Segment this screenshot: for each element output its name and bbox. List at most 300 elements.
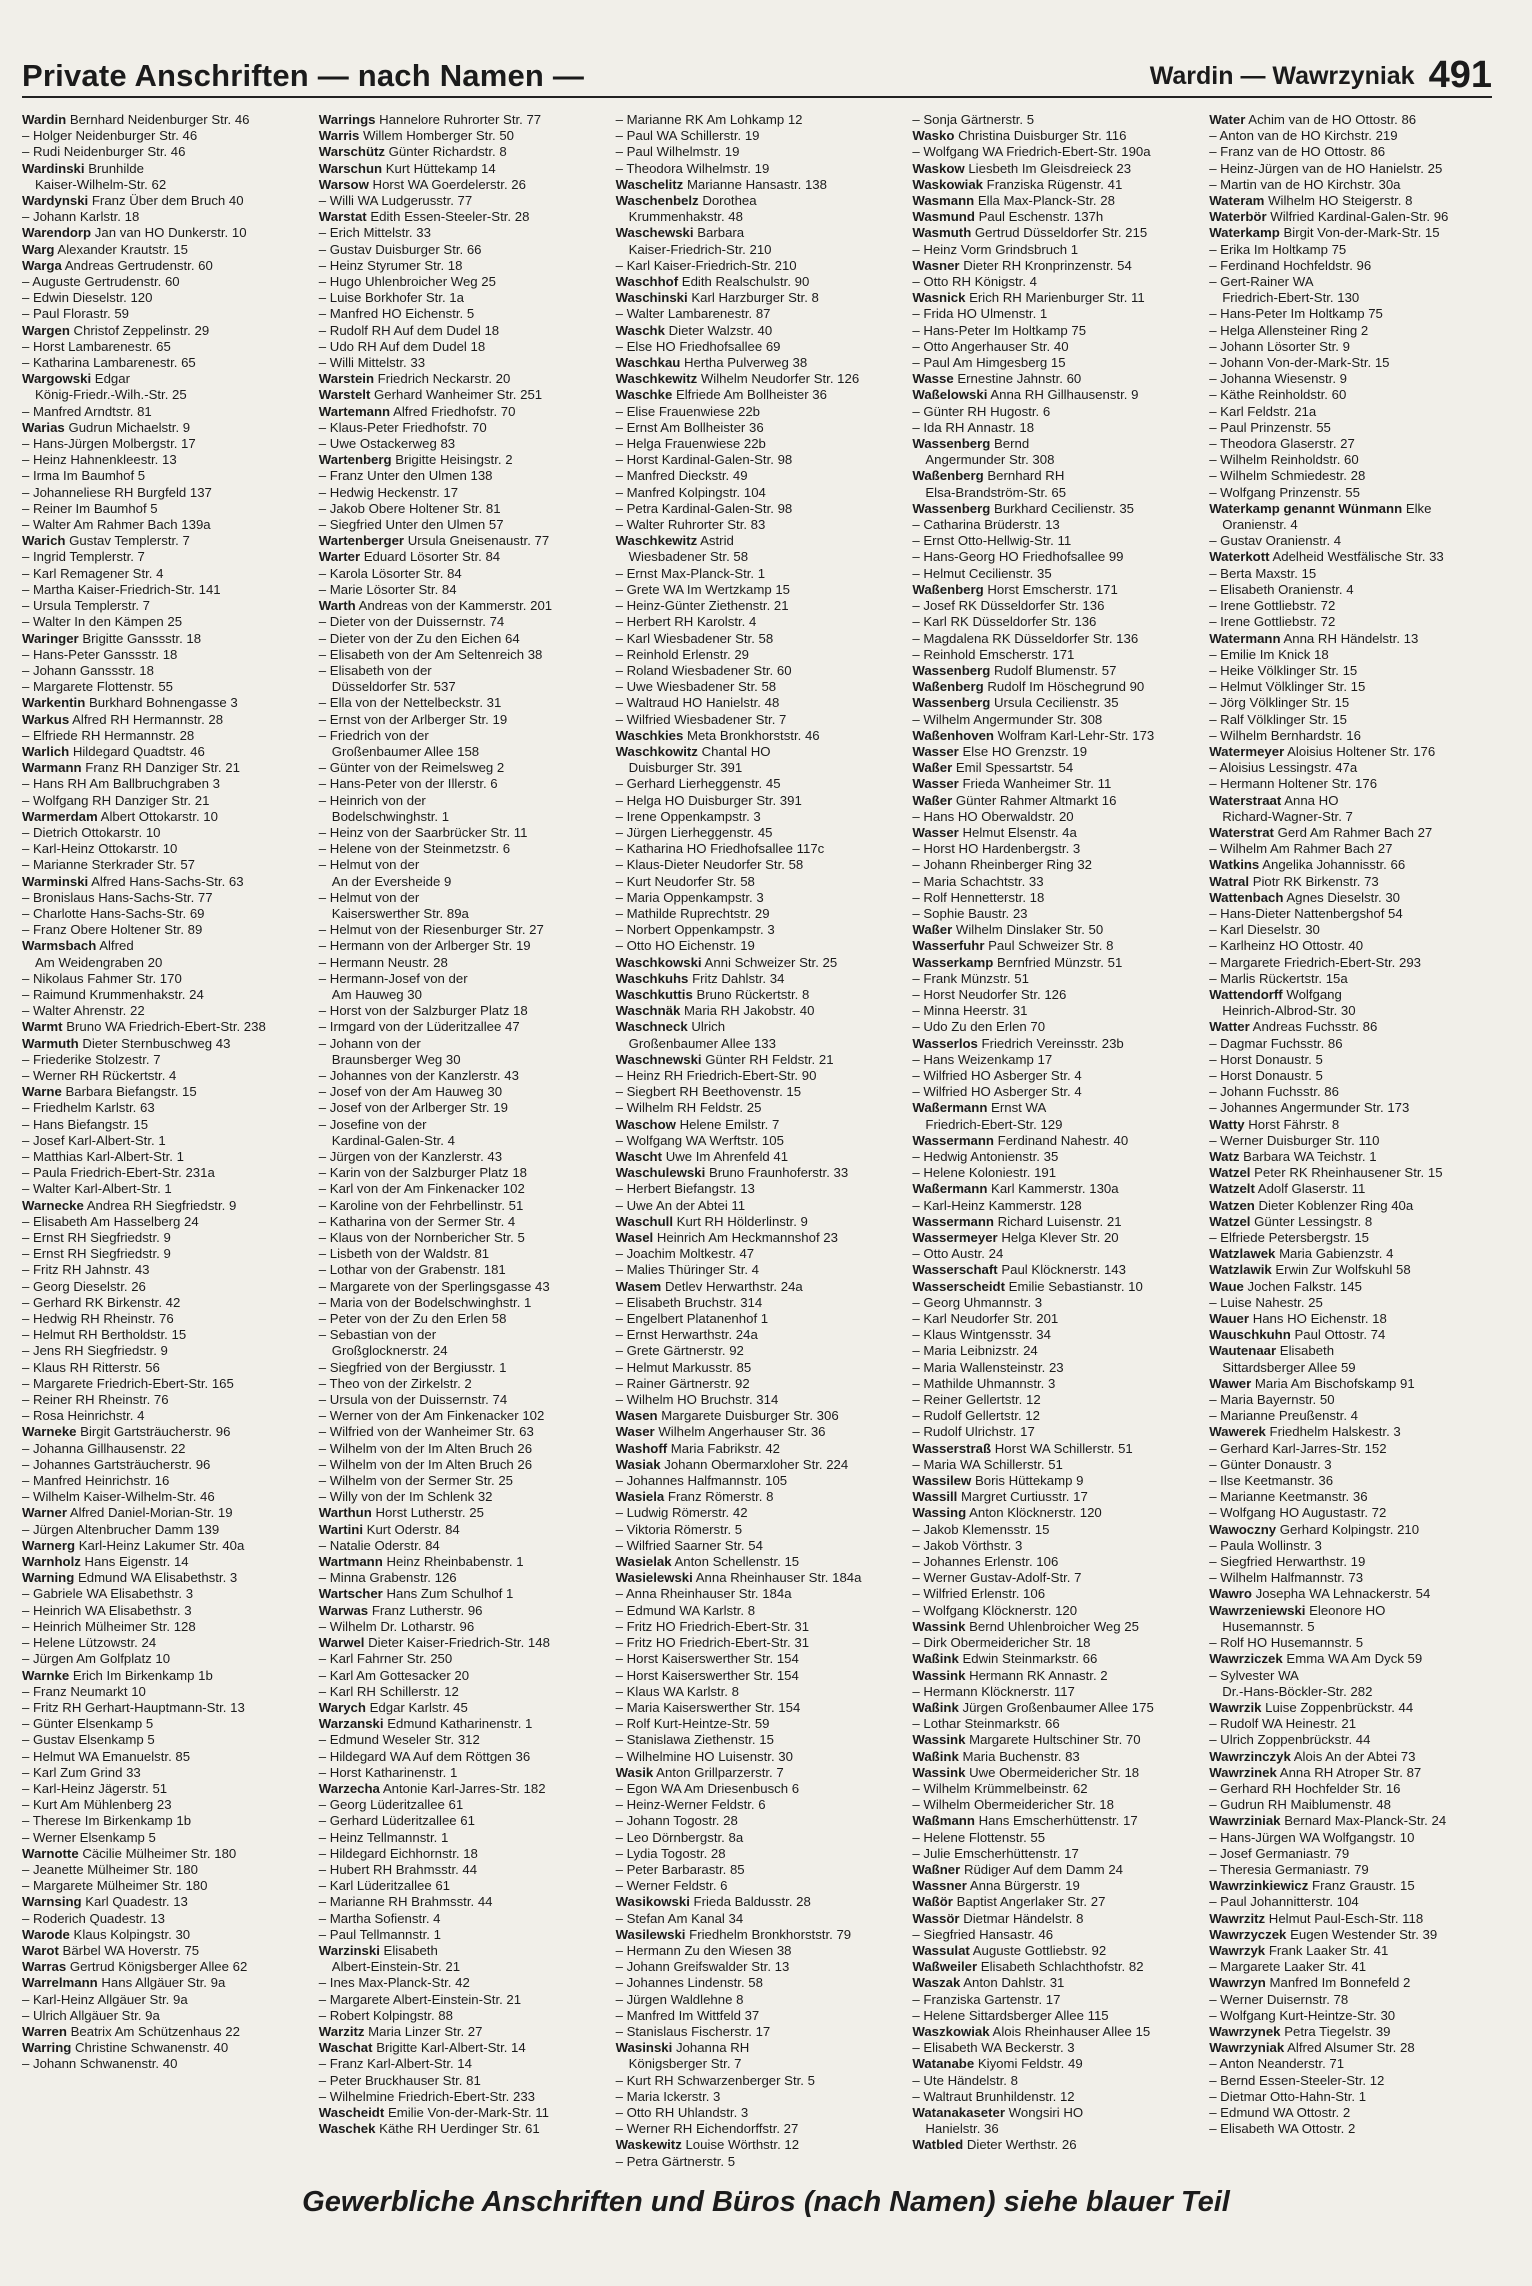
directory-entry — [22, 290, 305, 306]
entry-surname: Wassenberg — [912, 662, 991, 678]
entry-details: – Klaus WA Karlstr. 8 — [615, 1683, 739, 1699]
directory-entry — [616, 695, 899, 711]
entry-details: Ferdinand Nahestr. 40 — [997, 1132, 1129, 1148]
entry-surname: Warg — [22, 241, 55, 257]
directory-entry — [319, 1846, 602, 1862]
entry-details: – Paul Tellmannstr. 1 — [318, 1926, 441, 1942]
directory-entry — [319, 1619, 602, 1635]
entry-surname: Warschun — [318, 160, 383, 176]
directory-entry — [319, 1052, 602, 1068]
directory-entry — [22, 1262, 305, 1278]
directory-entry — [319, 242, 602, 258]
directory-entry — [22, 1862, 305, 1878]
entry-surname: Warstein — [318, 371, 374, 387]
directory-entry — [616, 1198, 899, 1214]
directory-entry — [1209, 1019, 1492, 1035]
directory-entry — [22, 1635, 305, 1651]
directory-entry — [319, 1992, 602, 2008]
entry-details: – Karl Dieselstr. 30 — [1209, 922, 1320, 938]
entry-details: – Johanna Gillhausenstr. 22 — [22, 1440, 186, 1456]
directory-entry — [1209, 420, 1492, 436]
entry-details: – Edmund WA Ottostr. 2 — [1209, 2104, 1351, 2120]
entry-details: – Peter von der Zu den Erlen 58 — [318, 1311, 507, 1327]
directory-entry — [912, 1635, 1195, 1651]
entry-details: Kurt Oderstr. 84 — [366, 1521, 460, 1537]
directory-entry — [912, 1052, 1195, 1068]
directory-entry — [319, 793, 602, 809]
entry-surname: Waschkowitz — [615, 743, 698, 759]
directory-entry — [616, 1732, 899, 1748]
entry-details: Jan van HO Dunkerstr. 10 — [94, 225, 247, 241]
entry-details: Kardinal-Galen-Str. 4 — [331, 1132, 455, 1148]
directory-entry — [22, 420, 305, 436]
entry-details: Braunsberger Weg 30 — [331, 1051, 461, 1067]
entry-details: – Horst Kaiserswerther Str. 154 — [615, 1667, 799, 1683]
entry-details: – Siegfried Herwarthstr. 19 — [1209, 1554, 1366, 1570]
directory-entry — [319, 1133, 602, 1149]
entry-details: – Helga Frauenwiese 22b — [615, 436, 766, 452]
entry-details: Adelheid Westfälische Str. 33 — [1272, 549, 1444, 565]
directory-entry — [1209, 144, 1492, 160]
entry-details: – Irene Oppenkampstr. 3 — [615, 808, 761, 824]
entry-details: – Käthe Reinholdstr. 60 — [1209, 387, 1347, 403]
entry-details: – Jürgen Lierheggenstr. 45 — [615, 824, 773, 840]
entry-details: – Gustav Elsenkamp 5 — [22, 1732, 155, 1748]
entry-details: Kaiser-Friedrich-Str. 210 — [628, 241, 772, 257]
directory-entry — [1209, 274, 1492, 290]
entry-surname: Waschkewitz — [615, 533, 698, 549]
directory-entry — [1209, 1975, 1492, 1991]
directory-entry — [22, 695, 305, 711]
directory-entry — [319, 1522, 602, 1538]
directory-entry — [912, 1327, 1195, 1343]
entry-details: – Wilhelm von der Im Alten Bruch 26 — [318, 1440, 533, 1456]
directory-entry — [22, 274, 305, 290]
directory-entry — [1209, 549, 1492, 565]
entry-surname: Watzelt — [1209, 1181, 1255, 1197]
directory-entry — [1209, 339, 1492, 355]
entry-details: Johann Obermarxloher Str. 224 — [664, 1456, 849, 1472]
directory-entry — [912, 679, 1195, 695]
directory-entry — [912, 857, 1195, 873]
directory-entry — [319, 2024, 602, 2040]
directory-entry — [22, 1230, 305, 1246]
entry-details: – Martha Kaiser-Friedrich-Str. 141 — [22, 581, 221, 597]
entry-details: Barbara — [697, 225, 745, 241]
entry-surname: Wawerek — [1209, 1424, 1266, 1440]
directory-entry — [22, 128, 305, 144]
entry-details: Günter Rahmer Altmarkt 16 — [955, 792, 1117, 808]
directory-column-5 — [1209, 112, 1492, 2170]
entry-surname: Waschhof — [615, 274, 679, 290]
directory-entry — [319, 290, 602, 306]
entry-surname: Wasko — [912, 128, 955, 144]
entry-surname: Waterbör — [1209, 209, 1267, 225]
entry-details: – Gerhard RH Hochfelder Str. 16 — [1209, 1780, 1401, 1796]
entry-surname: Wawoczny — [1209, 1521, 1277, 1537]
entry-details: – Wolfgang HO Augustastr. 72 — [1209, 1505, 1387, 1521]
directory-entry — [319, 1570, 602, 1586]
entry-details: – Horst Katharinenstr. 1 — [318, 1764, 458, 1780]
entry-details: – Jörg Völklinger Str. 15 — [1209, 695, 1350, 711]
entry-details: Heinrich Am Heckmannshof 23 — [656, 1230, 838, 1246]
directory-entry — [912, 582, 1195, 598]
directory-entry — [912, 128, 1195, 144]
entry-details: – Heinrich WA Elisabethstr. 3 — [22, 1602, 192, 1618]
entry-details: – Gerhard Karl-Jarres-Str. 152 — [1209, 1440, 1387, 1456]
directory-entry — [22, 144, 305, 160]
entry-details: – Margarete Friedrich-Ebert-Str. 293 — [1209, 954, 1422, 970]
directory-entry — [22, 938, 305, 954]
directory-entry — [1209, 1295, 1492, 1311]
entry-surname: Wasilewski — [615, 1926, 686, 1942]
directory-entry — [912, 225, 1195, 241]
directory-entry — [22, 1619, 305, 1635]
directory-entry — [616, 1830, 899, 1846]
entry-details: – Günter RH Hugostr. 6 — [912, 403, 1051, 419]
directory-entry — [1209, 404, 1492, 420]
entry-details: Bernfried Münzstr. 51 — [996, 954, 1123, 970]
directory-entry — [319, 128, 602, 144]
entry-details: Bernard Max-Planck-Str. 24 — [1284, 1813, 1447, 1829]
directory-entry — [319, 387, 602, 403]
directory-entry — [912, 258, 1195, 274]
entry-details: – Willi WA Ludgerusstr. 77 — [318, 193, 473, 209]
directory-entry — [912, 1392, 1195, 1408]
directory-entry — [1209, 1327, 1492, 1343]
directory-entry — [1209, 744, 1492, 760]
entry-details: – Helmut WA Emanuelstr. 85 — [22, 1748, 191, 1764]
entry-details: – Marianne Preußenstr. 4 — [1209, 1408, 1358, 1424]
directory-entry — [1209, 1052, 1492, 1068]
entry-details: Edmund Katharinenstr. 1 — [387, 1716, 533, 1732]
entry-details: – Horst von der Salzburger Platz 18 — [318, 1003, 528, 1019]
entry-details: Alfred — [99, 938, 134, 954]
entry-details: – Heinz-Werner Feldstr. 6 — [615, 1797, 766, 1813]
entry-details: Dieter Kaiser-Friedrich-Str. 148 — [368, 1635, 550, 1651]
entry-details: Aloisius Holtener Str. 176 — [1287, 743, 1436, 759]
entry-details: – Edmund Weseler Str. 312 — [318, 1732, 480, 1748]
entry-details: – Fritz HO Friedrich-Ebert-Str. 31 — [615, 1635, 810, 1651]
directory-entry — [616, 1781, 899, 1797]
entry-details: Helga Klever Str. 20 — [1001, 1230, 1119, 1246]
directory-entry — [22, 1603, 305, 1619]
directory-entry — [616, 549, 899, 565]
entry-details: – Wilhelm Krümmelbeinstr. 62 — [912, 1780, 1088, 1796]
directory-entry — [616, 193, 899, 209]
entry-details: Elfriede Am Bollheister 36 — [675, 387, 827, 403]
directory-entry — [22, 582, 305, 598]
entry-surname: Warren — [22, 2023, 67, 2039]
entry-details: Anna Rheinhauser Str. 184a — [695, 1570, 862, 1586]
entry-details: – Ida RH Annastr. 18 — [912, 419, 1035, 435]
entry-details: Hildegard Quadtstr. 46 — [72, 743, 205, 759]
entry-details: – Aloisius Lessingstr. 47a — [1209, 760, 1358, 776]
entry-surname: Waßenberg — [912, 468, 984, 484]
entry-details: Josepha WA Lehnackerstr. 54 — [1255, 1586, 1431, 1602]
entry-surname: Warwel — [318, 1635, 365, 1651]
directory-entry — [1209, 1586, 1492, 1602]
directory-entry — [1209, 387, 1492, 403]
entry-details: – Fritz RH Gerhart-Hauptmann-Str. 13 — [22, 1699, 245, 1715]
directory-entry — [616, 1894, 899, 1910]
directory-entry — [319, 549, 602, 565]
entry-details: Maria Buchenstr. 83 — [962, 1748, 1080, 1764]
entry-details: – Wolfgang Klöcknerstr. 120 — [912, 1602, 1078, 1618]
directory-entry — [1209, 485, 1492, 501]
directory-entry — [1209, 1668, 1492, 1684]
entry-surname: Wawrzitz — [1209, 1910, 1266, 1926]
directory-entry — [616, 290, 899, 306]
entry-details: König-Friedr.-Wilh.-Str. 25 — [35, 387, 187, 403]
entry-details: Horst WA Goerdelerstr. 26 — [372, 176, 526, 192]
directory-entry — [1209, 501, 1492, 517]
directory-entry — [1209, 809, 1492, 825]
directory-entry — [22, 355, 305, 371]
directory-entry — [912, 290, 1195, 306]
entry-details: Hertha Pulverweg 38 — [684, 355, 808, 371]
directory-entry — [912, 663, 1195, 679]
entry-details: – Werner Duisernstr. 78 — [1209, 1991, 1349, 2007]
entry-details: – Elisabeth von der — [318, 662, 432, 678]
entry-details: – Gudrun RH Maiblumenstr. 48 — [1209, 1797, 1391, 1813]
directory-entry — [912, 1538, 1195, 1554]
entry-details: – Theodora Wilhelmstr. 19 — [615, 160, 770, 176]
entry-details: Elsa-Brandström-Str. 65 — [925, 484, 1067, 500]
entry-details: Anna RH Gillhausenstr. 9 — [990, 387, 1139, 403]
entry-details: Gudrun Michaelstr. 9 — [68, 419, 191, 435]
directory-entry — [1209, 825, 1492, 841]
directory-entry — [22, 1246, 305, 1262]
directory-entry — [1209, 1181, 1492, 1197]
directory-entry — [1209, 112, 1492, 128]
directory-entry — [912, 533, 1195, 549]
entry-details: Eduard Lösorter Str. 84 — [363, 549, 501, 565]
entry-details: – Maria WA Schillerstr. 51 — [912, 1456, 1063, 1472]
entry-details: Hans Eigenstr. 14 — [84, 1554, 189, 1570]
entry-details: – Maria Leibnizstr. 24 — [912, 1343, 1038, 1359]
entry-details: Albert-Einstein-Str. 21 — [331, 1959, 461, 1975]
entry-details: – Wilhelm Kaiser-Wilhelm-Str. 46 — [22, 1489, 215, 1505]
entry-details: – Wilhelmine Friedrich-Ebert-Str. 233 — [318, 2088, 535, 2104]
directory-entry — [22, 1084, 305, 1100]
entry-details: – Josef von der Am Hauweg 30 — [318, 1084, 503, 1100]
entry-details: Friedrich-Ebert-Str. 129 — [925, 1116, 1063, 1132]
directory-entry — [22, 1198, 305, 1214]
directory-entry — [22, 614, 305, 630]
entry-surname: Waterstraat — [1209, 792, 1282, 808]
entry-details: – Bernd Essen-Steeler-Str. 12 — [1209, 2072, 1385, 2088]
directory-entry — [319, 404, 602, 420]
entry-details: – Kurt Am Mühlenberg 23 — [22, 1797, 172, 1813]
entry-details: – Anton van de HO Kirchstr. 219 — [1209, 128, 1398, 144]
entry-surname: Watanakaseter — [912, 2104, 1005, 2120]
entry-details: – Johann Karlstr. 18 — [22, 209, 140, 225]
entry-surname: Waßer — [912, 792, 953, 808]
entry-details: – Reinhold Emscherstr. 171 — [912, 646, 1075, 662]
entry-details: – Hedwig RH Rheinstr. 76 — [22, 1311, 174, 1327]
directory-entry — [912, 1765, 1195, 1781]
entry-details: Rüdiger Auf dem Damm 24 — [963, 1861, 1123, 1877]
entry-surname: Wawer — [1209, 1375, 1252, 1391]
directory-entry — [1209, 258, 1492, 274]
entry-details: – Luise Nahestr. 25 — [1209, 1294, 1323, 1310]
directory-entry — [616, 712, 899, 728]
entry-details: – Friederike Stolzestr. 7 — [22, 1051, 161, 1067]
directory-entry — [616, 533, 899, 549]
directory-entry — [22, 242, 305, 258]
directory-entry — [616, 1635, 899, 1651]
entry-details: – Werner Feldstr. 6 — [615, 1878, 728, 1894]
entry-details: – Uwe An der Abtei 11 — [615, 1197, 746, 1213]
directory-entry — [912, 1992, 1195, 2008]
entry-details: Else HO Grenzstr. 19 — [962, 743, 1088, 759]
directory-entry — [912, 2089, 1195, 2105]
entry-surname: Wassing — [912, 1505, 967, 1521]
entry-details: – Stanislawa Ziethenstr. 15 — [615, 1732, 774, 1748]
entry-details: Emilie Von-der-Mark-Str. 11 — [387, 2104, 549, 2120]
entry-details: Baptist Angerlaker Str. 27 — [956, 1894, 1106, 1910]
entry-details: – Johann Fuchsstr. 86 — [1209, 1084, 1339, 1100]
entry-surname: Waskowiak — [912, 176, 983, 192]
entry-details: Astrid — [700, 533, 734, 549]
directory-entry — [22, 1149, 305, 1165]
directory-entry — [319, 306, 602, 322]
directory-entry — [1209, 1441, 1492, 1457]
entry-details: Edith Essen-Steeler-Str. 28 — [370, 209, 530, 225]
entry-details: – Robert Kolpingstr. 88 — [318, 2007, 453, 2023]
directory-entry — [1209, 841, 1492, 857]
directory-entry — [912, 1457, 1195, 1473]
directory-entry — [616, 1262, 899, 1278]
entry-surname: Watral — [1209, 873, 1250, 889]
entry-details: Angermunder Str. 308 — [925, 452, 1055, 468]
directory-entry — [1209, 1781, 1492, 1797]
directory-entry — [912, 1668, 1195, 1684]
entry-details: – Hans-Dieter Nattenbergshof 54 — [1209, 905, 1403, 921]
directory-entry — [319, 679, 602, 695]
directory-entry — [1209, 1262, 1492, 1278]
entry-details: Alfred Hans-Sachs-Str. 63 — [91, 873, 244, 889]
directory-entry — [912, 468, 1195, 484]
directory-entry — [1209, 971, 1492, 987]
directory-entry — [22, 1846, 305, 1862]
entry-surname: Warnecke — [22, 1197, 84, 1213]
entry-surname: Warendorp — [22, 225, 92, 241]
entry-details: Margarete Hultschiner Str. 70 — [969, 1732, 1141, 1748]
entry-details: – Wolfgang Prinzenstr. 55 — [1209, 484, 1360, 500]
directory-entry — [319, 1408, 602, 1424]
entry-details: – Reiner RH Rheinstr. 76 — [22, 1392, 169, 1408]
directory-entry — [912, 1862, 1195, 1878]
directory-entry — [616, 1036, 899, 1052]
entry-details: – Wilfried von der Wanheimer Str. 63 — [318, 1424, 534, 1440]
directory-entry — [616, 857, 899, 873]
entry-surname: Wattendorff — [1209, 986, 1283, 1002]
page-header — [22, 38, 1492, 94]
directory-entry — [319, 922, 602, 938]
entry-details: Cäcilie Mülheimer Str. 180 — [82, 1845, 237, 1861]
entry-surname: Warnerg — [22, 1537, 76, 1553]
entry-details: – Heinz-Jürgen van de HO Hanielstr. 25 — [1209, 160, 1443, 176]
entry-details: – Werner Gustav-Adolf-Str. 7 — [912, 1570, 1082, 1586]
entry-details: – Sonja Gärtnerstr. 5 — [912, 112, 1035, 127]
directory-entry — [22, 1036, 305, 1052]
entry-details: Andreas Fuchsstr. 86 — [1252, 1019, 1378, 1035]
entry-details: – Wilfried Saarner Str. 54 — [615, 1537, 763, 1553]
entry-details: – Walter Am Rahmer Bach 139a — [22, 517, 211, 533]
entry-details: Dieter RH Kronprinzenstr. 54 — [963, 257, 1132, 273]
entry-details: – Waltraut Brunhildenstr. 12 — [912, 2088, 1075, 2104]
entry-details: – Holger Neidenburger Str. 46 — [22, 128, 198, 144]
directory-entry — [319, 144, 602, 160]
entry-surname: Wasserlos — [912, 1035, 978, 1051]
entry-surname: Warstelt — [318, 387, 371, 403]
entry-details: Paul Eschenstr. 137h — [978, 209, 1104, 225]
directory-entry — [912, 1700, 1195, 1716]
directory-entry — [1209, 1538, 1492, 1554]
directory-entry — [319, 485, 602, 501]
directory-entry — [912, 1651, 1195, 1667]
directory-entry — [912, 452, 1195, 468]
entry-details: – Rolf Kurt-Heintze-Str. 59 — [615, 1716, 770, 1732]
entry-details: Wilhelm Dinslaker Str. 50 — [955, 922, 1104, 938]
directory-entry — [319, 2008, 602, 2024]
directory-entry — [1209, 1360, 1492, 1376]
entry-details: – Maria Wallensteinstr. 23 — [912, 1359, 1064, 1375]
entry-details: – Elfriede RH Hermannstr. 28 — [22, 727, 195, 743]
directory-entry — [319, 857, 602, 873]
entry-surname: Watzel — [1209, 1213, 1251, 1229]
entry-details: – Helmut Völklinger Str. 15 — [1209, 679, 1366, 695]
directory-entry — [1209, 1603, 1492, 1619]
entry-surname: Wasen — [615, 1408, 658, 1424]
directory-entry — [912, 1295, 1195, 1311]
directory-entry — [319, 695, 602, 711]
entry-details: – Dieter von der Zu den Eichen 64 — [318, 630, 520, 646]
directory-entry — [22, 1052, 305, 1068]
directory-entry — [1209, 598, 1492, 614]
directory-entry — [1209, 1570, 1492, 1586]
entry-details: – Hans-Peter Im Holtkamp 75 — [912, 322, 1087, 338]
directory-entry — [319, 1797, 602, 1813]
entry-details: Emil Spessartstr. 54 — [955, 760, 1074, 776]
directory-entry — [319, 1781, 602, 1797]
entry-details: Dietmar Händelstr. 8 — [963, 1910, 1084, 1926]
entry-details: – Ralf Völklinger Str. 15 — [1209, 711, 1347, 727]
entry-surname: Watter — [1209, 1019, 1250, 1035]
entry-details: – Waltraud HO Hanielstr. 48 — [615, 695, 780, 711]
directory-entry — [22, 1376, 305, 1392]
entry-details: – Irene Gottliebstr. 72 — [1209, 614, 1336, 630]
entry-surname: Waschkewitz — [615, 371, 698, 387]
entry-details: Hans Emscherhüttenstr. 17 — [978, 1813, 1138, 1829]
directory-entry — [22, 1959, 305, 1975]
entry-details: – Dietmar Otto-Hahn-Str. 1 — [1209, 2088, 1367, 2104]
entry-details: Großenbaumer Allee 133 — [628, 1035, 776, 1051]
entry-surname: Wattenbach — [1209, 889, 1284, 905]
directory-entry — [616, 1603, 899, 1619]
directory-entry — [616, 1554, 899, 1570]
entry-surname: Wartscher — [318, 1586, 383, 1602]
entry-details: – Horst Donaustr. 5 — [1209, 1051, 1323, 1067]
entry-details: Kurt Hüttekamp 14 — [385, 160, 496, 176]
directory-entry — [319, 1668, 602, 1684]
entry-details: – Roderich Quadestr. 13 — [22, 1910, 165, 1926]
directory-entry — [616, 841, 899, 857]
directory-entry — [616, 647, 899, 663]
entry-details: – Margarete von der Sperlingsgasse 43 — [318, 1278, 550, 1294]
